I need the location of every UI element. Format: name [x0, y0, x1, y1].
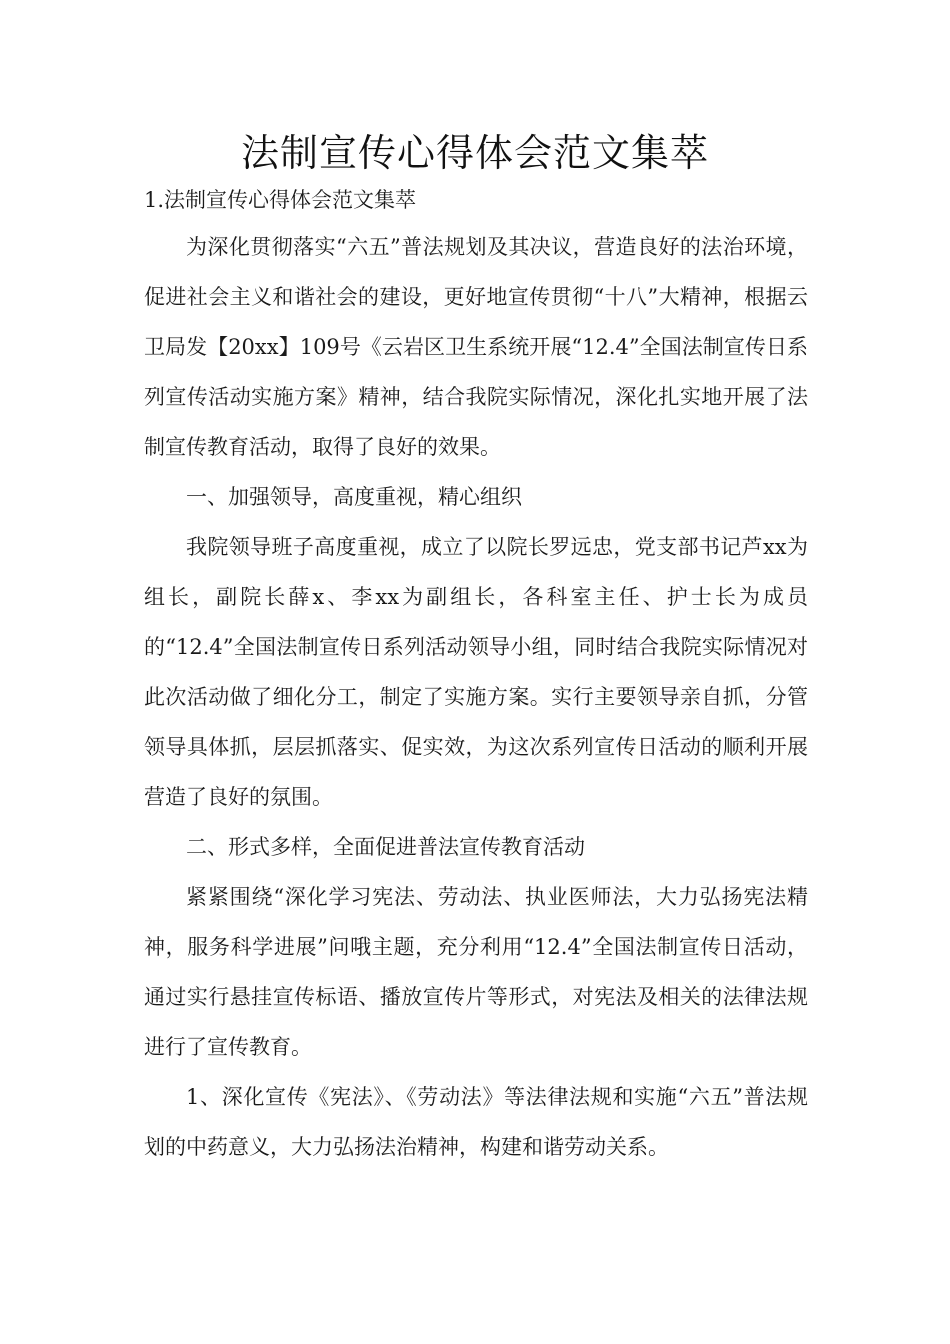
paragraph-leadership: 我院领导班子高度重视，成立了以院长罗远忠，党支部书记芦xx为组长，副院长薛x、李xx为副组长，各科室主任、护士长为成员的“12.4”全国法制宣传日系列活动领导小组，同时结合我院实际情况对此次活动做了细化分工，制定了实施方案。实行主要领导亲自抓，分管领导具体抓，层层抓落实、促实效，为这次系列宣传日活动的顺利开展营造了良好的氛围。 — [144, 535, 808, 809]
section-heading-1: 一、加强领导，高度重视，精心组织 — [186, 485, 522, 509]
paragraph-activities: 紧紧围绕“深化学习宪法、劳动法、执业医师法，大力弘扬宪法精神，服务科学进展”问哦主题，充分利用“12.4”全国法制宣传日活动，通过实行悬挂宣传标语、播放宣传片等形式，对宪法及相关的法律法规进行了宣传教育。 — [144, 885, 808, 1059]
section-heading: 1.法制宣传心得体会范文集萃 — [144, 188, 417, 212]
paragraph-item-1: 1、深化宣传《宪法》、《劳动法》等法律法规和实施“六五”普法规划的中药意义，大力弘扬法治精神，构建和谐劳动关系。 — [144, 1085, 808, 1159]
section-heading-2: 二、形式多样，全面促进普法宣传教育活动 — [186, 835, 585, 859]
paragraph-intro: 为深化贯彻落实“六五”普法规划及其决议，营造良好的法治环境，促进社会主义和谐社会的建设，更好地宣传贯彻“十八”大精神，根据云卫局发【20xx】109号《云岩区卫生系统开展“12.4”全国法制宣传日系列宣传活动实施方案》精神，结合我院实际情况，深化扎实地开展了法制宣传教育活动，取得了良好的效果。 — [144, 235, 808, 459]
document-title: 法制宣传心得体会范文集萃 — [240, 131, 709, 175]
document-body — [144, 178, 808, 1172]
